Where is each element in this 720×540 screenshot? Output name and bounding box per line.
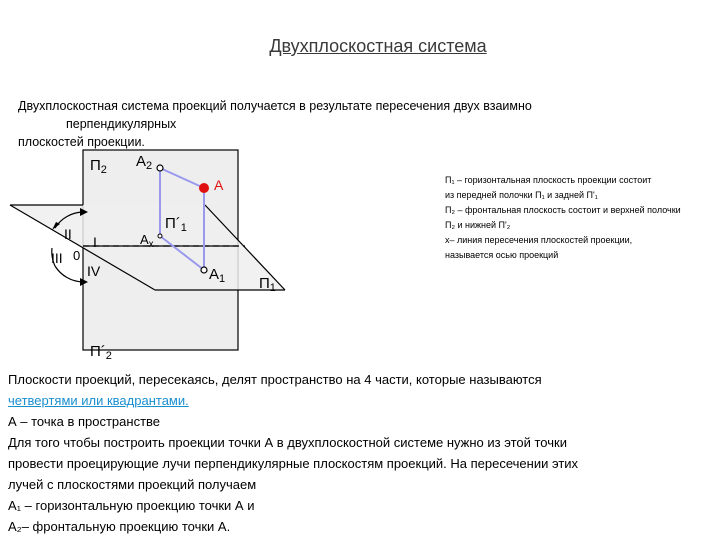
legend-notes — [445, 173, 720, 263]
label-origin: 0 — [73, 248, 81, 263]
body-text — [8, 369, 708, 537]
quadrant-arc-2 — [55, 266, 83, 282]
body-line-8: А₂– фронтальную проекцию точки А. — [8, 519, 231, 534]
point-a1 — [201, 267, 207, 273]
label-pi2-prime: $П´_2$ — [90, 343, 112, 362]
intro-line-2: перпендикулярных — [66, 117, 177, 131]
label-quadrant-2: II — [64, 226, 72, 242]
note-line-2: из передней полочки П₁ и задней П'₁ — [445, 190, 598, 200]
label-quadrant-1: I — [93, 234, 97, 250]
note-line-5: x– линия пересечения плоскостей проекции, — [445, 235, 633, 245]
label-a: A — [214, 177, 224, 193]
body-line-4: Для того чтобы построить проекции точки А в двухплоскостной системе нужно из этой точки — [8, 435, 567, 450]
intro-line-1: Двухплоскостная система проекций получается в результате пересечения двух взаимно — [18, 99, 532, 113]
label-pi2: $П_2$ — [90, 157, 107, 176]
point-a2 — [157, 165, 163, 171]
horizontal-plane — [10, 205, 285, 290]
label-pi1-prime: $П´_1$ — [165, 215, 187, 234]
label-quadrant-4: IV — [87, 263, 101, 279]
body-line-6: лучей с плоскостями проекций получаем — [8, 477, 257, 492]
point-ax — [158, 234, 162, 238]
quadrants-link[interactable]: четвертями или квадрантами. — [8, 393, 189, 408]
body-line-7: А₁ – горизонтальную проекцию точки А и — [8, 498, 255, 513]
body-line-5: провести проецирующие лучи перпендикулярные плоскостям проекций. На пересечении этих — [8, 456, 579, 471]
label-ax: $A_x$ — [140, 232, 154, 250]
note-line-6: называется осью проекций — [445, 250, 559, 260]
slide-title: Двухплоскостная система — [269, 36, 487, 56]
intro-line-3: плоскостей проекции. — [18, 135, 145, 149]
label-a2: $A_2$ — [136, 153, 153, 172]
label-a1: $A_1$ — [209, 266, 226, 285]
note-line-3: П₂ – фронтальная плоскость состоит и верхней полочки — [445, 205, 681, 215]
point-a — [199, 183, 209, 193]
body-line-3: А – точка в пространстве — [8, 414, 161, 429]
note-line-4: П₂ и нижней П'₂ — [445, 220, 511, 230]
body-line-1: Плоскости проекций, пересекаясь, делят пространство на 4 части, которые называются — [8, 372, 542, 387]
label-pi1: $П_1$ — [259, 275, 276, 294]
note-line-1: П₁ – горизонтальная плоскость проекции состоит — [445, 175, 652, 185]
label-quadrant-3: III — [51, 250, 63, 266]
